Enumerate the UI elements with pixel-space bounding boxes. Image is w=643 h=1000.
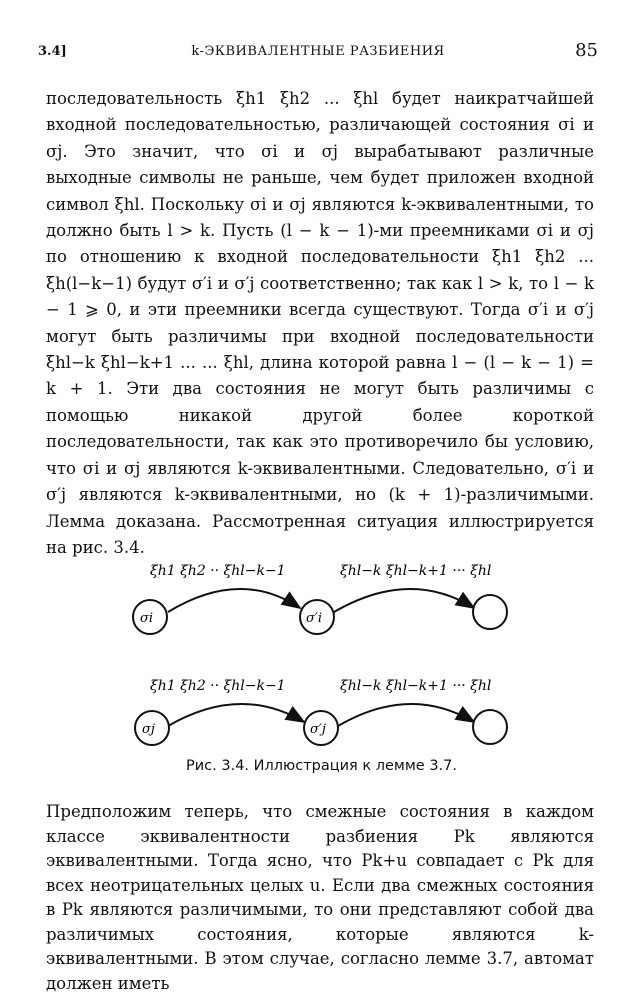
state-sigma-i-label: σi (140, 611, 154, 626)
state-sigma-i-prime-label: σ′i (306, 611, 322, 626)
diagram-row-1 (133, 563, 507, 634)
state-end-2 (473, 710, 507, 744)
state-sigma-j-label: σj (142, 722, 155, 737)
body-paragraph-2: Предположим теперь, что смежные состояния в каждом классе эквивалентности разбиения Pk являются эквивалентными. Тогда ясно, что Pk+u совпадает с Pk для всех неотрицательных целых u. Если два смежных состояния в Pk являются различимыми, то они представляют собой два различимых состояния, которые являются k-эквивалентными. В этом случае, согласно лемме 3.7, автомат должен иметь (46, 802, 594, 993)
page-header (38, 40, 598, 68)
figure-3-4 (0, 550, 643, 780)
row1-label-right: ξhl−k ξhl−k+1 ··· ξhl (340, 563, 492, 579)
state-diagram (0, 550, 643, 780)
row2-label-left: ξh1 ξh2 ·· ξhl−k−1 (150, 678, 286, 694)
row2-label-right: ξhl−k ξhl−k+1 ··· ξhl (340, 678, 492, 694)
running-title: k-ЭКВИВАЛЕНТНЫЕ РАЗБИЕНИЯ (191, 44, 445, 59)
diagram-row-2 (135, 678, 507, 745)
row2-transition-left (168, 704, 304, 726)
row1-label-left: ξh1 ξh2 ·· ξhl−k−1 (150, 563, 286, 579)
row1-transition-left (168, 589, 300, 612)
body-paragraph-1: последовательность ξh1 ξh2 ... ξhl будет наикратчайшей входной последовательностью, различающей состояния σi и σj. Это значит, что σi и σj вырабатывают различные выходные символы не раньше, чем будет приложен входной символ ξhl. Поскольку σi и σj являются k-эквивалентными, то должно быть l > k. Пусть (l − k − 1)-ми преемниками σi и σj по отношению к входной последовательности ξh1 ξh2 ... ξh(l−k−1) будут σ′i и σ′j соответственно; так как l > k, то l − k − 1 ⩾ 0, и эти преемники всегда существуют. Тогда σ′i и σ′j могут быть различимы при входной последовательности ξhl−k ξhl−k+1 ... ... ξhl, длина которой равна l − (l − k − 1) = k + 1. Эти два состояния не могут быть различимы с помощью никакой другой более короткой последовательности, так как это противоречило бы условию, что σi и σj являются k-эквивалентными. Следовательно, σ′i и σ′j являются k-эквивалентными, но (k + 1)-различимыми. Лемма доказана. Рассмотренная ситуация иллюстрируется на рис. 3.4. (46, 89, 594, 557)
section-number: 3.4] (38, 44, 67, 59)
row1-transition-right (334, 589, 474, 612)
page-number: 85 (575, 40, 598, 61)
state-end-1 (473, 595, 507, 629)
state-sigma-j-prime-label: σ′j (310, 722, 326, 737)
figure-caption: Рис. 3.4. Иллюстрация к лемме 3.7. (186, 758, 457, 774)
row2-transition-right (338, 704, 474, 726)
